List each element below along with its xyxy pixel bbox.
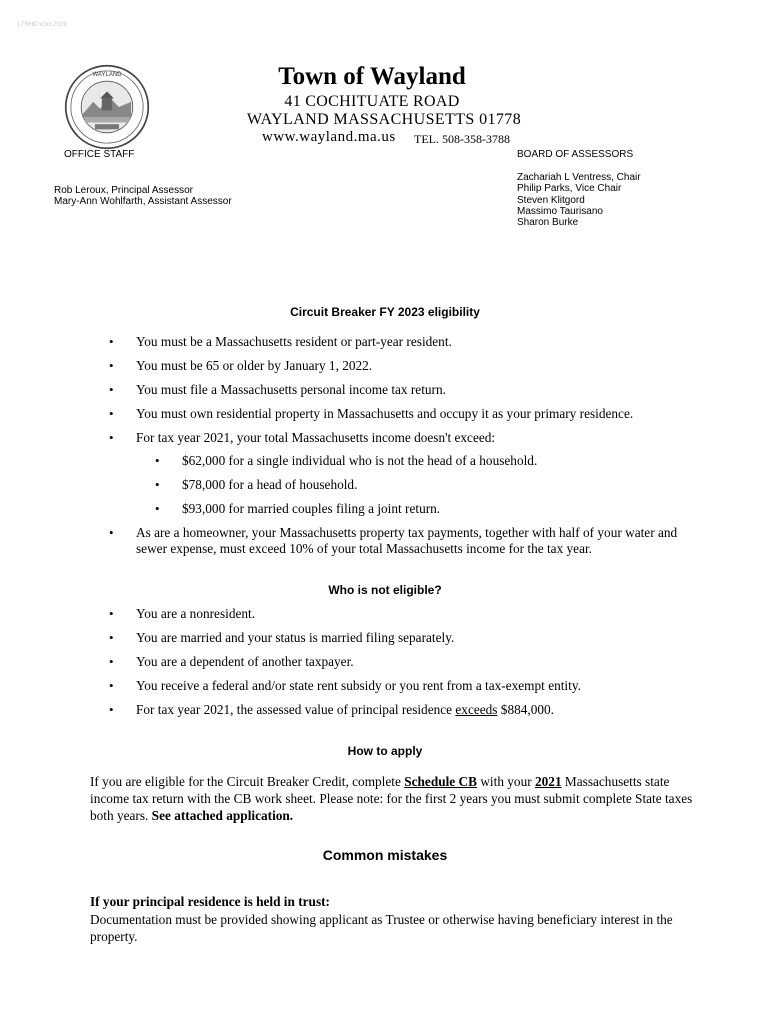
common-mistakes-heading: Common mistakes (322, 847, 448, 863)
list-item-income (109, 430, 689, 518)
not-eligible-heading: Who is not eligible? (328, 583, 442, 597)
not-eligible-list (109, 606, 689, 726)
how-to-apply-heading: How to apply (347, 744, 423, 758)
list-item: • You receive a federal and/or state rent subsidy or you rent from a tax-exempt entity. (109, 678, 689, 695)
page-title: Town of Wayland (278, 63, 466, 90)
board-member: Massimo Taurisano (517, 205, 603, 217)
list-item: • $93,000 for married couples filing a joint return. (155, 501, 689, 518)
address-city: WAYLAND MASSACHUSETTS 01778 (246, 111, 522, 128)
website-link[interactable]: www.wayland.ma.us (262, 129, 396, 145)
list-item: • As are a homeowner, your Massachusetts property tax payments, together with half of your water and sewer expense, must exceed 10% of your total Massachusetts income for the tax year. (109, 525, 689, 558)
list-item: • $78,000 for a head of household. (155, 477, 689, 494)
board-title: BOARD OF ASSESSORS (517, 149, 634, 160)
list-item: • You must file a Massachusetts personal income tax return. (109, 382, 689, 399)
address-street: 41 COCHITUATE ROAD (284, 93, 460, 110)
list-item: • You are married and your status is married filing separately. (109, 630, 689, 647)
list-item: • You must be 65 or older by January 1, 2022. (109, 358, 689, 375)
list-item: • $62,000 for a single individual who is not the head of a household. (155, 453, 689, 470)
text: Massachusetts state income tax return with the CB work sheet. Please note: for the first 2 years you must submit complete State taxes both years. (90, 774, 693, 824)
staff-member: Mary-Ann Wohlfarth, Assistant Assessor (54, 196, 232, 207)
list-item: • You must be a Massachusetts resident or part-year resident. (109, 334, 689, 351)
text: with your (477, 774, 535, 789)
text: If you are eligible for the Circuit Breaker Credit, complete (90, 774, 405, 789)
phone-number: TEL. 508-358-3788 (414, 132, 510, 146)
trust-text: Documentation must be provided showing applicant as Trustee or otherwise having beneficiary interest in the property. (90, 912, 673, 944)
board-member: Zachariah L Ventress, Chair (517, 172, 641, 183)
board-member: Sharon Burke (517, 217, 579, 229)
text: For tax year 2021, the assessed value of principal residence (136, 702, 456, 717)
list-item: • You are a nonresident. (109, 606, 689, 623)
see-attached-text: See attached application. (151, 808, 294, 824)
eligibility-list (109, 334, 689, 565)
svg-text:WAYLAND: WAYLAND (92, 72, 122, 79)
how-to-apply-text (90, 773, 710, 825)
office-staff-list (54, 185, 232, 207)
office-staff-title: OFFICE STAFF (64, 149, 135, 160)
text: $884,000. (497, 702, 554, 717)
underlined-text: exceeds (455, 702, 498, 717)
list-item: • You must own residential property in Massachusetts and occupy it as your primary residence. (109, 406, 689, 423)
eligibility-heading: Circuit Breaker FY 2023 eligibility (290, 305, 480, 319)
staff-member: Rob Leroux, Principal Assessor (54, 185, 193, 196)
board-member-list (517, 172, 641, 228)
watermark: LTRHD vOct 2019 (18, 22, 67, 28)
list-item-text: For tax year 2021, your total Massachusetts income doesn't exceed: (136, 429, 496, 445)
board-member: Steven Klitgord (517, 194, 585, 206)
income-limits-list (136, 453, 689, 517)
schedule-cb-link: Schedule CB (404, 774, 477, 789)
trust-heading: If your principal residence is held in trust: (90, 894, 330, 909)
list-item (109, 702, 689, 719)
tax-year: 2021 (535, 774, 562, 789)
board-member: Philip Parks, Vice Chair (517, 183, 622, 195)
list-item: • You are a dependent of another taxpayer. (109, 654, 689, 671)
